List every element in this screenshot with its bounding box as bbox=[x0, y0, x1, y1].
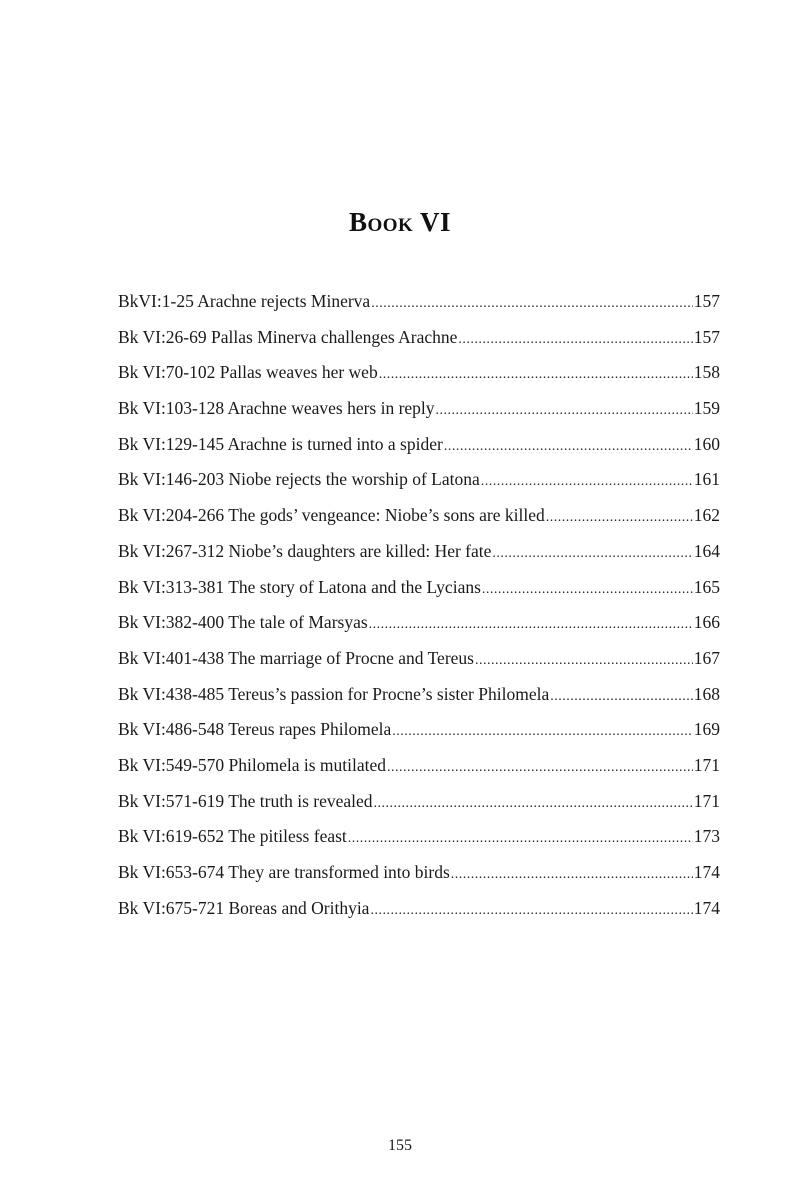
dot-leader bbox=[458, 328, 692, 352]
dot-leader bbox=[550, 685, 693, 709]
page-number: 155 bbox=[388, 1137, 412, 1154]
toc-entry[interactable] bbox=[118, 646, 720, 682]
toc-entry-title: Bk VI:401-438 The marriage of Procne and Tereus bbox=[118, 647, 474, 668]
toc-entry-page: 157 bbox=[693, 326, 720, 347]
toc-entry-title: Bk VI:313-381 The story of Latona and the Lycians bbox=[118, 576, 481, 597]
toc-entry[interactable] bbox=[118, 860, 720, 896]
dot-leader bbox=[387, 756, 693, 780]
toc-entry-title: Bk VI:438-485 Tereus’s passion for Procne’s sister Philomela bbox=[118, 683, 550, 704]
toc-entry-page: 168 bbox=[693, 683, 720, 704]
toc-entry-page: 169 bbox=[693, 719, 720, 740]
toc-entry-title: Bk VI:675-721 Boreas and Orithyia bbox=[118, 897, 370, 918]
dot-leader bbox=[444, 435, 693, 459]
toc-entry[interactable] bbox=[118, 682, 720, 718]
toc-entry[interactable] bbox=[118, 432, 720, 468]
toc-entry[interactable] bbox=[118, 789, 720, 825]
toc-entry-title: Bk VI:267-312 Niobe’s daughters are killed: Her fate bbox=[118, 540, 492, 561]
toc-entry-page: 171 bbox=[693, 754, 720, 775]
dot-leader bbox=[482, 578, 693, 602]
toc-entry-page: 157 bbox=[693, 291, 720, 311]
dot-leader bbox=[379, 363, 693, 387]
dot-leader bbox=[374, 792, 693, 816]
dot-leader bbox=[392, 720, 693, 744]
dot-leader bbox=[348, 827, 693, 851]
toc-entry-title: Bk VI:619-652 The pitiless feast bbox=[118, 826, 347, 847]
dot-leader bbox=[475, 649, 693, 673]
toc-entry[interactable] bbox=[118, 503, 720, 539]
toc-entry-page: 160 bbox=[693, 433, 720, 454]
toc-entry-page: 174 bbox=[693, 897, 720, 918]
toc-entry[interactable] bbox=[118, 753, 720, 789]
toc-entry[interactable] bbox=[118, 467, 720, 503]
page-title: Book VI bbox=[348, 207, 452, 237]
toc-entry-title: Bk VI:486-548 Tereus rapes Philomela bbox=[118, 719, 392, 740]
toc-entry-page: 159 bbox=[693, 398, 720, 419]
dot-leader bbox=[436, 399, 693, 423]
table-of-contents bbox=[118, 289, 720, 931]
toc-entry-page: 171 bbox=[693, 790, 720, 811]
toc-entry[interactable] bbox=[118, 824, 720, 860]
toc-entry-page: 164 bbox=[693, 540, 720, 561]
toc-entry-page: 162 bbox=[693, 505, 720, 526]
toc-entry[interactable] bbox=[118, 360, 720, 396]
toc-entry-title: Bk VI:382-400 The tale of Marsyas bbox=[118, 612, 368, 633]
toc-entry-page: 166 bbox=[693, 612, 720, 633]
toc-entry-page: 173 bbox=[693, 826, 720, 847]
toc-entry-title: Bk VI:653-674 They are transformed into birds bbox=[118, 862, 450, 882]
toc-entry[interactable] bbox=[118, 610, 720, 646]
toc-entry-title: Bk VI:103-128 Arachne weaves hers in reply bbox=[118, 398, 435, 419]
dot-leader bbox=[481, 470, 693, 494]
dot-leader bbox=[369, 613, 693, 637]
toc-entry[interactable] bbox=[118, 289, 720, 325]
toc-entry[interactable] bbox=[118, 717, 720, 753]
toc-entry-title: BkVI:1-25 Arachne rejects Minerva bbox=[118, 291, 371, 311]
toc-entry-title: Bk VI:549-570 Philomela is mutilated bbox=[118, 754, 386, 775]
toc-entry[interactable] bbox=[118, 575, 720, 611]
toc-entry-title: Bk VI:26-69 Pallas Minerva challenges Arachne bbox=[118, 326, 458, 347]
toc-entry-title: Bk VI:571-619 The truth is revealed bbox=[118, 790, 373, 811]
dot-leader bbox=[546, 506, 693, 530]
dot-leader bbox=[451, 863, 693, 887]
toc-entry-page: 165 bbox=[693, 576, 720, 597]
toc-entry-page: 174 bbox=[693, 862, 720, 882]
dot-leader bbox=[492, 542, 692, 566]
toc-entry[interactable] bbox=[118, 539, 720, 575]
toc-entry-page: 161 bbox=[693, 469, 720, 490]
toc-entry-page: 167 bbox=[693, 647, 720, 668]
toc-entry-title: Bk VI:146-203 Niobe rejects the worship of Latona bbox=[118, 469, 480, 490]
toc-entry-title: Bk VI:70-102 Pallas weaves her web bbox=[118, 362, 378, 383]
toc-entry[interactable] bbox=[118, 396, 720, 432]
toc-entry-title: Bk VI:129-145 Arachne is turned into a spider bbox=[118, 433, 443, 454]
dot-leader bbox=[371, 292, 693, 316]
toc-entry[interactable] bbox=[118, 325, 720, 361]
toc-entry[interactable] bbox=[118, 896, 720, 932]
toc-entry-title: Bk VI:204-266 The gods’ vengeance: Niobe’s sons are killed bbox=[118, 505, 545, 526]
toc-entry-page: 158 bbox=[693, 362, 720, 383]
dot-leader bbox=[370, 899, 692, 923]
